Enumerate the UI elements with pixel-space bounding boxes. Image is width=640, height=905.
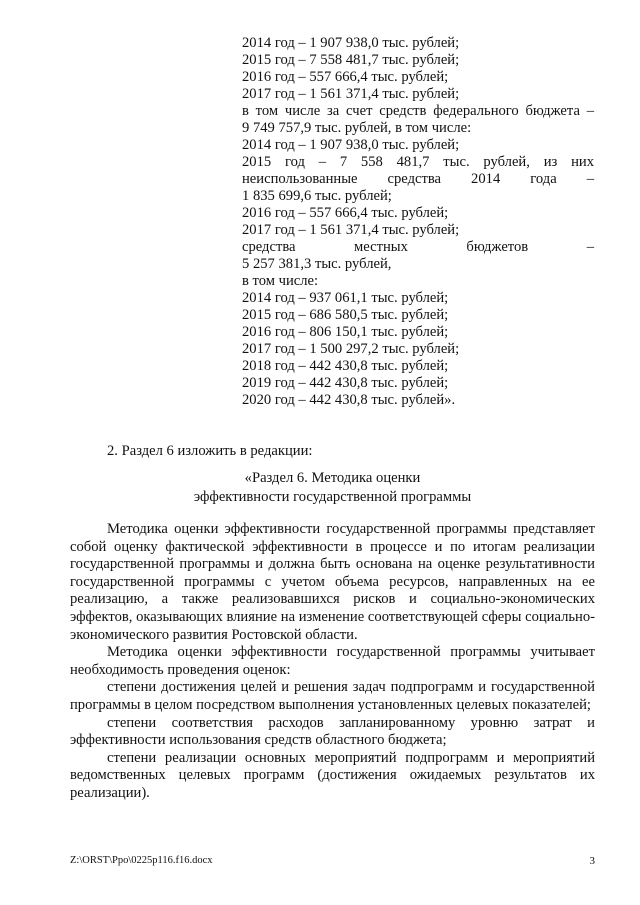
paragraph: Методика оценки эффективности государственной программы представляет собой оценку фактической эффективности в процессе и по итогам реализации государственной программы и должна быть основана на оценке результативности государственной программы с учетом объема ресурсов, направленных на ее реализацию, а также реализовавшихся рисков и социально-экономических эффектов, оказывающих влияние на изменение соответствующей сферы социально-экономического развития Ростовской области. (70, 521, 595, 643)
financing-line: 2017 год – 1 561 371,4 тыс. рублей; (242, 86, 460, 102)
financing-line: 2014 год – 1 907 938,0 тыс. рублей; (242, 35, 460, 51)
item-2-instruction: 2. Раздел 6 изложить в редакции: (107, 443, 313, 459)
section-heading (70, 469, 595, 507)
financing-line: 9 749 757,9 тыс. рублей, в том числе: (242, 120, 472, 136)
page-number: 3 (589, 855, 595, 867)
financing-line: 2014 год – 1 907 938,0 тыс. рублей; (242, 137, 460, 153)
section-title-line-2: эффективности государственной программы (193, 489, 472, 505)
paragraph: степени соответствия расходов запланированному уровню затрат и эффективности использования средств областного бюджета; (70, 714, 595, 749)
financing-line: в том числе за счет средств федерального бюджета – (242, 103, 594, 119)
paragraph: Методика оценки эффективности государственной программы учитывает необходимость проведения оценок: (70, 644, 595, 678)
financing-line: 2018 год – 442 430,8 тыс. рублей; (242, 358, 449, 374)
financing-line: 2015 год – 7 558 481,7 тыс. рублей; (242, 52, 460, 68)
financing-line: 2019 год – 442 430,8 тыс. рублей; (242, 375, 449, 391)
section-title-line-1: «Раздел 6. Методика оценки (244, 470, 421, 486)
financing-line: 2016 год – 806 150,1 тыс. рублей; (242, 324, 449, 340)
financing-line: 2016 год – 557 666,4 тыс. рублей; (242, 69, 449, 85)
paragraph: степени реализации основных мероприятий подпрограмм и мероприятий ведомственных целевых программ (достижения ожидаемых результатов их реализации). (70, 749, 595, 801)
financing-block (242, 35, 594, 409)
financing-line: 2015 год – 686 580,5 тыс. рублей; (242, 307, 449, 323)
paragraph: степени достижения целей и решения задач подпрограмм и государственной программы в целом посредством выполнения установленных целевых показателей; (70, 679, 595, 713)
financing-line: 2020 год – 442 430,8 тыс. рублей». (242, 392, 456, 408)
section-body (70, 521, 595, 803)
financing-line: 2016 год – 557 666,4 тыс. рублей; (242, 205, 449, 221)
financing-line: 2015 год – 7 558 481,7 тыс. рублей, из них (242, 154, 594, 170)
financing-line: 2014 год – 937 061,1 тыс. рублей; (242, 290, 449, 306)
financing-line: 2017 год – 1 500 297,2 тыс. рублей; (242, 341, 460, 357)
financing-line: 1 835 699,6 тыс. рублей; (242, 188, 392, 204)
financing-line: 2017 год – 1 561 371,4 тыс. рублей; (242, 222, 460, 238)
financing-line: средства местных бюджетов – (242, 239, 594, 255)
financing-line: в том числе: (242, 273, 319, 289)
footer-file-path: Z:\ORST\Ppo\0225p116.f16.docx (70, 855, 213, 866)
financing-line: 5 257 381,3 тыс. рублей, (242, 256, 392, 272)
financing-line: неиспользованные средства 2014 года – (242, 171, 594, 187)
